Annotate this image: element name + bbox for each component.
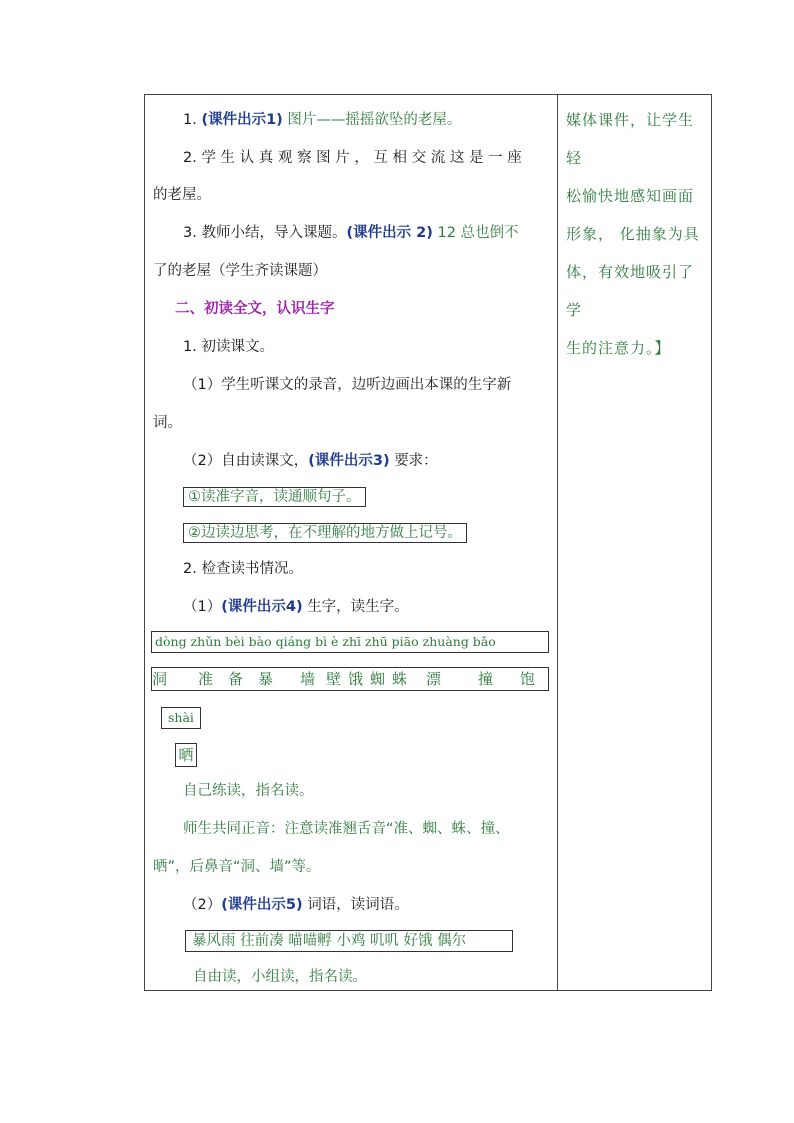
hanzi-char: 饿	[348, 670, 364, 688]
item-1	[183, 110, 461, 130]
intent-line-2: 松愉快地感知画面	[566, 187, 695, 205]
intent-line-1: 媒体课件，让学生轻	[566, 111, 695, 167]
hanzi-char: 洞	[152, 670, 168, 688]
step-2: 2. 检查读书情况。	[183, 561, 303, 577]
step-1-sub-2-text: （2）自由读课文，	[183, 453, 309, 469]
hanzi-char: 壁	[326, 670, 342, 688]
practice-note: 自己练读，指名读。	[183, 783, 314, 799]
step-1-sub-2-suffix: 要求：	[394, 453, 438, 469]
item-3-tag: (课件出示 2)	[346, 225, 433, 241]
intent-line-3: 形象， 化抽象为具	[566, 225, 700, 243]
hanzi-char: 蛛	[392, 670, 408, 688]
item-3-line-2: 了的老屋（学生齐读课题）	[153, 263, 327, 279]
intent-column	[558, 95, 711, 367]
item-1-text: 图片——摇摇欲坠的老屋。	[287, 112, 462, 128]
step-1: 1. 初读课文。	[183, 339, 274, 355]
lesson-table	[144, 94, 712, 991]
intent-line-4: 体，有效地吸引了学	[566, 263, 695, 319]
hanzi-char: 撞	[478, 670, 494, 688]
item-3-title: 12 总也倒不	[437, 225, 519, 241]
pinyin-shai-box: shài	[161, 707, 201, 729]
intent-line-5: 生的注意力。】	[566, 339, 671, 357]
step-1-sub-2-tag: (课件出示3)	[308, 453, 390, 469]
requirement-2-box: ②边读边思考，在不理解的地方做上记号。	[183, 523, 467, 543]
read-modes: 自由读，小组读，指名读。	[193, 969, 367, 985]
correction-line-2: 晒”，后鼻音“洞、墙”等。	[153, 859, 321, 875]
hanzi-char: 备	[228, 670, 244, 688]
step-2-sub-2-text: 词语，读词语。	[307, 897, 409, 913]
section-2-title: 二、初读全文，认识生字	[175, 301, 335, 317]
step-2-sub-2-prefix: （2）	[183, 897, 222, 913]
requirement-1-box: ①读准字音，读通顺句子。	[183, 487, 366, 507]
item-1-tag: (课件出示1)	[201, 112, 283, 128]
item-2-line-2: 的老屋。	[153, 187, 211, 203]
hanzi-char: 墙	[300, 670, 316, 688]
step-1-sub-2	[183, 451, 438, 471]
hanzi-char: 蜘	[370, 670, 386, 688]
step-2-sub-1	[183, 597, 409, 617]
hanzi-row-box	[151, 667, 549, 691]
item-3-text: 3. 教师小结，导入课题。	[183, 225, 347, 241]
step-2-sub-2-tag: (课件出示5)	[221, 897, 303, 913]
hanzi-char: 准	[198, 670, 214, 688]
correction-line-1: 师生共同正音：注意读准翘舌音“准、蜘、蛛、撞、	[183, 821, 510, 837]
step-1-sub-1-line-2: 词。	[153, 415, 182, 431]
item-1-number: 1.	[183, 112, 197, 128]
hanzi-char: 暴	[258, 670, 274, 688]
item-3	[183, 223, 519, 243]
hanzi-char: 漂	[426, 670, 442, 688]
hanzi-char: 饱	[520, 670, 536, 688]
words-box: 暴风雨 往前凑 喵喵孵 小鸡 叽叽 好饿 偶尔	[185, 930, 513, 952]
pinyin-row-box: dòng zhǔn bèi bào qiáng bì è zhī zhū piāo zhuàng bǎo	[151, 631, 549, 653]
step-2-sub-1-prefix: （1）	[183, 599, 222, 615]
hanzi-shai-box: 晒	[175, 743, 197, 767]
item-2-line-1: 2. 学 生 认 真 观 察 图 片 ， 互 相 交 流 这 是 一 座	[183, 150, 522, 166]
step-2-sub-1-tag: (课件出示4)	[221, 599, 303, 615]
step-2-sub-2	[183, 895, 409, 915]
step-1-sub-1-line-1: （1）学生听课文的录音，边听边画出本课的生字新	[183, 377, 512, 393]
step-2-sub-1-text: 生字，读生字。	[307, 599, 409, 615]
